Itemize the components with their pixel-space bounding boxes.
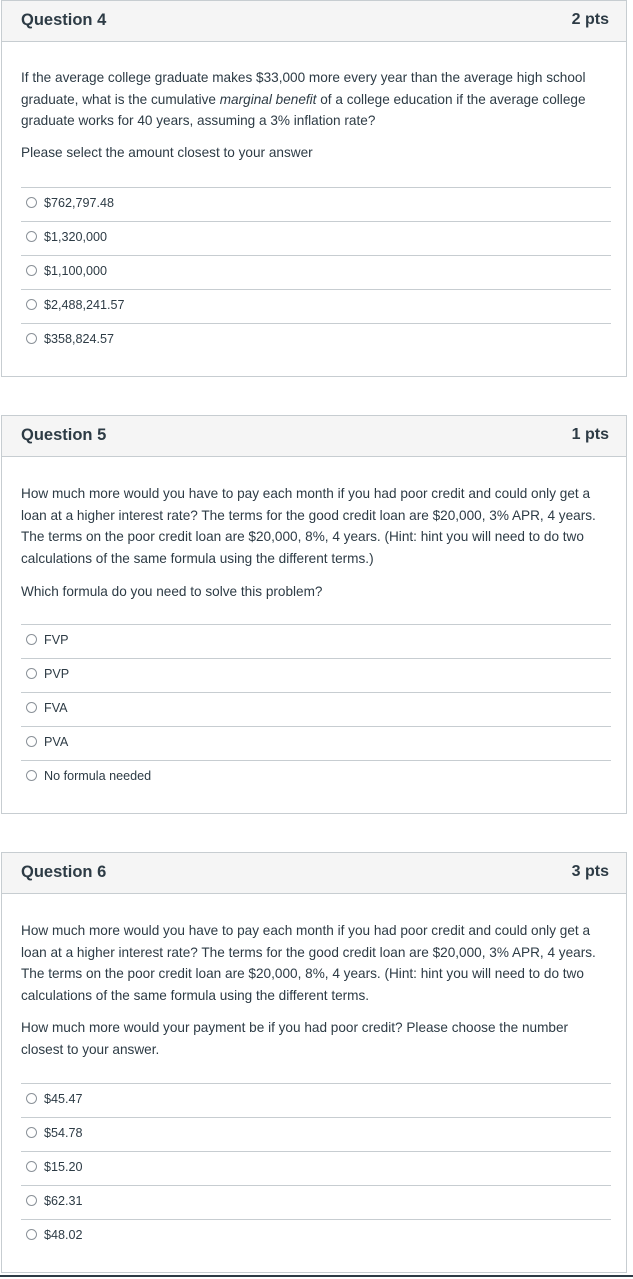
answer-label: $54.78 — [44, 1126, 83, 1140]
page-bottom-divider — [0, 1275, 633, 1277]
question-points: 3 pts — [571, 863, 609, 880]
radio-button[interactable] — [26, 1127, 37, 1138]
answer-option[interactable] — [21, 658, 611, 692]
answer-option[interactable] — [21, 1151, 611, 1185]
answer-label: PVA — [44, 735, 69, 749]
radio-button[interactable] — [26, 231, 37, 242]
radio-button[interactable] — [26, 668, 37, 679]
question-header — [2, 853, 626, 894]
radio-button[interactable] — [26, 197, 37, 208]
radio-button[interactable] — [26, 299, 37, 310]
answer-option[interactable] — [21, 255, 611, 289]
radio-button[interactable] — [26, 702, 37, 713]
answer-option[interactable] — [21, 323, 611, 357]
answer-option[interactable] — [21, 187, 611, 221]
answer-label: $1,320,000 — [44, 230, 108, 244]
question-prompt: How much more would your payment be if you had poor credit? Please choose the number closest to your answer. — [21, 1019, 569, 1057]
answer-option[interactable] — [21, 692, 611, 726]
radio-button[interactable] — [26, 265, 37, 276]
answer-label: $15.20 — [44, 1160, 83, 1174]
radio-button[interactable] — [26, 1195, 37, 1206]
answer-label: $48.02 — [44, 1228, 83, 1242]
question-title: Question 6 — [21, 863, 107, 881]
answer-option[interactable] — [21, 726, 611, 760]
answer-list — [21, 624, 611, 794]
question-points: 2 pts — [571, 11, 609, 28]
radio-button[interactable] — [26, 736, 37, 747]
answer-option[interactable] — [21, 760, 611, 794]
answer-list — [21, 1083, 611, 1253]
answer-option[interactable] — [21, 624, 611, 658]
question-4 — [1, 0, 627, 377]
radio-button[interactable] — [26, 333, 37, 344]
answer-label: $358,824.57 — [44, 332, 115, 346]
radio-button[interactable] — [26, 634, 37, 645]
radio-button[interactable] — [26, 1093, 37, 1104]
answer-label: $45.47 — [44, 1092, 83, 1106]
question-header — [2, 416, 626, 457]
question-body — [21, 483, 611, 603]
question-body — [21, 67, 611, 164]
answer-label: PVP — [44, 667, 70, 681]
answer-option[interactable] — [21, 1083, 611, 1117]
answer-label: $762,797.48 — [44, 196, 115, 210]
answer-option[interactable] — [21, 221, 611, 255]
question-title: Question 4 — [21, 11, 107, 29]
question-title: Question 5 — [21, 426, 107, 444]
answer-label: $2,488,241.57 — [44, 298, 125, 312]
question-body — [21, 920, 611, 1060]
question-prompt: Please select the amount closest to your answer — [21, 145, 313, 161]
answer-label: $62.31 — [44, 1194, 83, 1208]
answer-list — [21, 187, 611, 357]
question-points: 1 pts — [571, 426, 609, 443]
answer-option[interactable] — [21, 1185, 611, 1219]
answer-label: FVP — [44, 633, 69, 647]
radio-button[interactable] — [26, 1161, 37, 1172]
answer-label: $1,100,000 — [44, 264, 108, 278]
emphasized-term: marginal benefit — [219, 91, 317, 107]
question-prompt: Which formula do you need to solve this problem? — [21, 583, 323, 599]
answer-option[interactable] — [21, 1219, 611, 1253]
answer-label: FVA — [44, 701, 68, 715]
question-5 — [1, 415, 627, 814]
radio-button[interactable] — [26, 1229, 37, 1240]
answer-option[interactable] — [21, 289, 611, 323]
question-header — [2, 1, 626, 42]
question-text: How much more would you have to pay each month if you had poor credit and could only get a loan at a higher interest rate? The terms for the good credit loan are $20,000, 3% APR, 4 years. The terms on the poor credit loan are $20,000, 8%, 4 years. (Hint: hint you will need to do two calculations of the same formula using the different terms. — [21, 923, 596, 1004]
question-text: If the average college graduate makes $33,000 more every year than the average high school graduate, what is the cumulative marginal benefit of a college education if the average college graduate works for 40 years, assuming a 3% inflation rate? — [21, 70, 586, 129]
answer-label: No formula needed — [44, 769, 152, 783]
question-text: How much more would you have to pay each month if you had poor credit and could only get a loan at a higher interest rate? The terms for the good credit loan are $20,000, 3% APR, 4 years. The terms on the poor credit loan are $20,000, 8%, 4 years. (Hint: hint you will need to do two calculations of the same formula using the different terms.) — [21, 486, 596, 567]
radio-button[interactable] — [26, 770, 37, 781]
question-6 — [1, 852, 627, 1273]
answer-option[interactable] — [21, 1117, 611, 1151]
